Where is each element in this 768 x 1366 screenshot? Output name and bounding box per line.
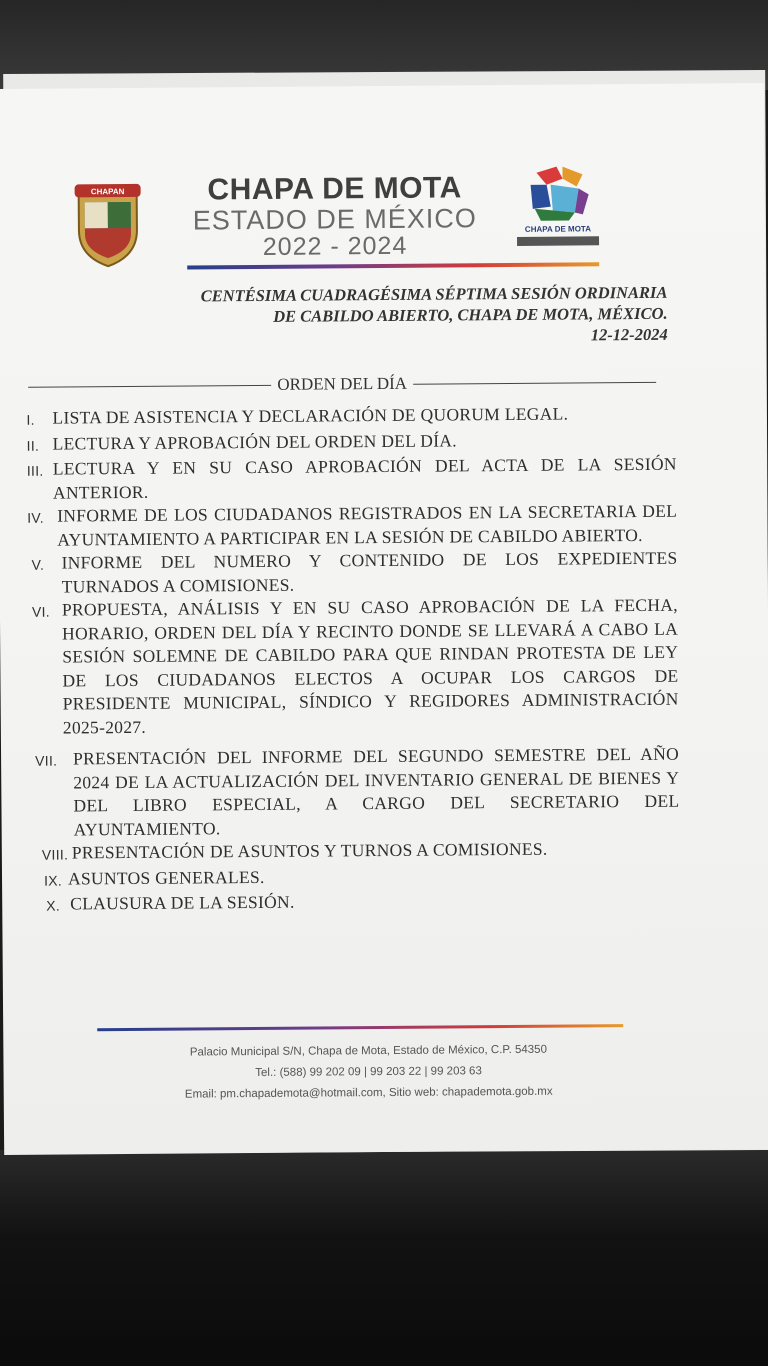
agenda-item (30, 888, 680, 919)
agenda-item-text: PROPUESTA, ANÁLISIS Y EN SU CASO APROBACIÓN DE LA FECHA, HORARIO, ORDEN DEL DÍA Y RECINTO DONDE SE LLEVARÁ A CABO LA SESIÓN SOLEMNE DE CABILDO PARA QUE RINDAN PROTESTA DE LEY DE LOS CIUDADANOS ELECTOS A OCUPAR LOS CARGOS DE PRESIDENTE MUNICIPAL, SÍNDICO Y REGIDORES ADMINISTRACIÓN 2025-2027. (61, 594, 679, 738)
agenda-item-text: CLAUSURA DE LA SESIÓN. (70, 891, 295, 914)
session-title (107, 282, 667, 349)
agenda-item (28, 594, 679, 740)
page-title: CHAPA DE MOTA (207, 171, 462, 207)
document-page (0, 83, 768, 1155)
page-subtitle: ESTADO DE MÉXICO (192, 203, 477, 236)
agenda-item (29, 743, 680, 842)
agenda-item-text: LISTA DE ASISTENCIA Y DECLARACIÓN DE QUORUM LEGAL. (52, 403, 569, 428)
header-divider (187, 262, 599, 269)
logo-caption: CHAPA DE MOTA (524, 224, 592, 234)
agenda-item-number: III. (26, 462, 44, 479)
agenda-item-number: V. (31, 556, 45, 573)
footer-contact: Email: pm.chapademota@hotmail.com, Sitio web: chapademota.gob.mx (184, 1085, 553, 1101)
agenda-item-text: INFORME DEL NUMERO Y CONTENIDO DE LOS EXPEDIENTES TURNADOS A COMISIONES. (61, 547, 678, 597)
footer-divider (97, 1024, 623, 1031)
agenda-item-number: VIII. (41, 846, 69, 863)
agenda-item-number: IV. (27, 509, 44, 526)
agenda-item-number: IX. (43, 872, 63, 889)
agenda-item-text: LECTURA Y EN SU CASO APROBACIÓN DEL ACTA DE LA SESIÓN ANTERIOR. (52, 453, 677, 503)
agenda-item (27, 500, 677, 552)
municipal-seal-icon (71, 178, 146, 271)
agenda-item-text: INFORME DE LOS CIUDADANOS REGISTRADOS EN LA SECRETARIA DEL AYUNTAMIENTO A PARTICIPAR EN LA SESIÓN DE CABILDO ABIERTO. (57, 500, 678, 550)
agenda-item (27, 547, 677, 599)
logo-strip (517, 236, 599, 246)
agenda-item-number: VI. (31, 603, 51, 620)
administration-years: 2022 - 2024 (262, 231, 408, 261)
agenda-item (27, 453, 677, 505)
background-bottom (0, 1150, 768, 1366)
seal-label: CHAPAN (90, 187, 125, 197)
agenda-list (26, 402, 680, 919)
agenda-heading-label: ORDEN DEL DÍA (277, 373, 408, 394)
footer (123, 1039, 613, 1106)
agenda-heading (28, 371, 656, 398)
agenda-item-text: PRESENTACIÓN DE ASUNTOS Y TURNOS A COMISIONES. (71, 838, 548, 863)
session-line-1: CENTÉSIMA CUADRAGÉSIMA SÉPTIMA SESIÓN ORDINARIA (200, 282, 668, 306)
session-line-2: DE CABILDO ABIERTO, CHAPA DE MOTA, MÉXICO. (273, 303, 668, 326)
agenda-item-number: VII. (35, 752, 58, 769)
footer-address: Palacio Municipal S/N, Chapa de Mota, Estado de México, C.P. 54350 (189, 1043, 547, 1059)
footer-phone: Tel.: (588) 99 202 09 | 99 203 22 | 99 203 63 (255, 1065, 482, 1080)
agenda-item-text: LECTURA Y APROBACIÓN DEL ORDEN DEL DÍA. (52, 429, 457, 454)
agenda-item-number: I. (26, 411, 35, 428)
agenda-item-number: X. (46, 897, 61, 914)
heading-dash-right (413, 381, 656, 384)
heading-dash-left (28, 384, 271, 387)
agenda-item-text: ASUNTOS GENERALES. (67, 866, 265, 888)
session-date: 12-12-2024 (590, 324, 668, 345)
agenda-item-text: PRESENTACIÓN DEL INFORME DEL SEGUNDO SEMESTRE DEL AÑO 2024 DE LA ACTUALIZACIÓN DEL INVENTARIO GENERAL DE BIENES Y DEL LIBRO ESPECIAL, A CARGO DEL SECRETARIO DEL AYUNTAMIENTO. (73, 743, 680, 839)
agenda-item-number: II. (26, 437, 40, 454)
